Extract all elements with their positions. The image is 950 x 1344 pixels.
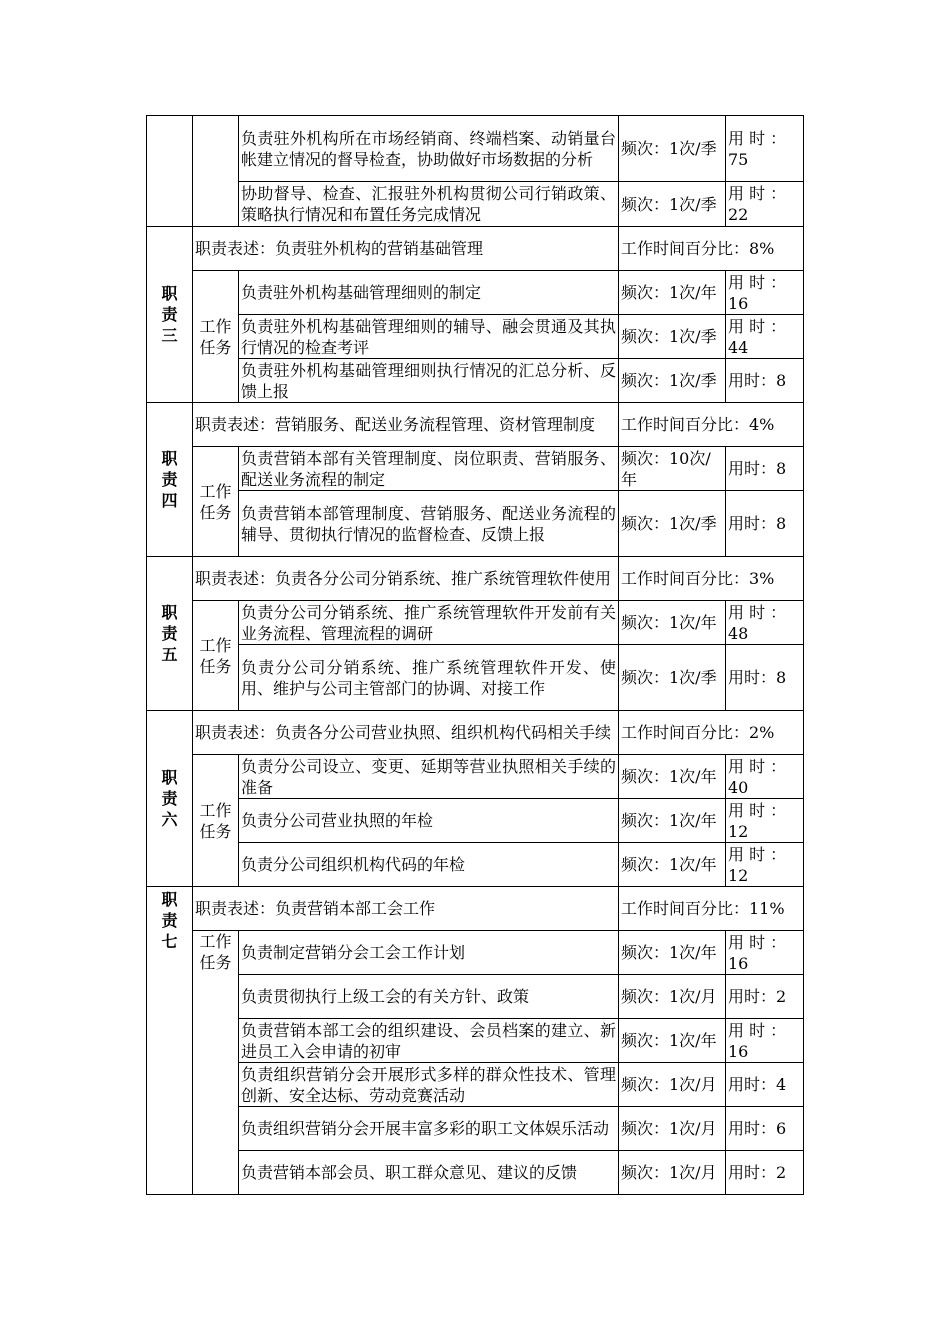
task-description: 负责驻外机构基础管理细则执行情况的汇总分析、反馈上报: [239, 359, 619, 403]
task-description: 负责分公司组织机构代码的年检: [239, 843, 619, 887]
duty-description-row: [147, 711, 804, 755]
section-label: 职 责 三: [147, 227, 193, 403]
task-row: [147, 447, 804, 491]
task-time: 用时：4: [726, 1063, 804, 1107]
section-label: 职 责 五: [147, 557, 193, 711]
task-frequency: 频次：1次/季: [619, 491, 726, 557]
task-time: 用 时 ：12: [726, 799, 804, 843]
task-row: [147, 491, 804, 557]
section-label: 职 责 六: [147, 711, 193, 887]
task-description: 负责驻外机构基础管理细则的辅导、融会贯通及其执行情况的检查考评: [239, 315, 619, 359]
task-frequency: 频次：1次/季: [619, 645, 726, 711]
task-description: 负责分公司设立、变更、延期等营业执照相关手续的准备: [239, 755, 619, 799]
task-description: 负责组织营销分会开展丰富多彩的职工文体娱乐活动: [239, 1107, 619, 1151]
task-description: 负责分公司营业执照的年检: [239, 799, 619, 843]
time-percentage: 工作时间百分比：3%: [619, 557, 804, 601]
task-frequency: 频次：1次/月: [619, 1107, 726, 1151]
task-time: 用 时 ：12: [726, 843, 804, 887]
task-row: [147, 799, 804, 843]
task-time: 用时：8: [726, 447, 804, 491]
task-row: [147, 359, 804, 403]
task-time: 用 时 ：75: [726, 116, 804, 182]
task-description: 负责组织营销分会开展形式多样的群众性技术、管理创新、安全达标、劳动竞赛活动: [239, 1063, 619, 1107]
task-frequency: 频次：1次/年: [619, 931, 726, 975]
task-description: 协助督导、检查、汇报驻外机构贯彻公司行销政策、策略执行情况和布置任务完成情况: [239, 182, 619, 227]
task-row: [147, 1063, 804, 1107]
time-percentage: 工作时间百分比：8%: [619, 227, 804, 271]
task-time: 用 时 ：48: [726, 601, 804, 645]
task-row: [147, 271, 804, 315]
section-label: 职 责 七: [147, 887, 193, 1195]
task-description: 负责营销本部工会的组织建设、会员档案的建立、新进员工入会申请的初审: [239, 1019, 619, 1063]
task-time: 用 时 ：40: [726, 755, 804, 799]
duty-description: 职责表述：负责各分公司分销系统、推广系统管理软件使用: [193, 557, 619, 601]
task-frequency: 频次：1次/季: [619, 116, 726, 182]
time-percentage: 工作时间百分比：4%: [619, 403, 804, 447]
task-row: [147, 601, 804, 645]
duty-description: 职责表述：负责驻外机构的营销基础管理: [193, 227, 619, 271]
duty-description: 职责表述：负责营销本部工会工作: [193, 887, 619, 931]
task-time: 用 时 ：16: [726, 931, 804, 975]
task-time: 用 时 ：16: [726, 1019, 804, 1063]
task-frequency: 频次：1次/月: [619, 975, 726, 1019]
section-label: 职 责 四: [147, 403, 193, 557]
task-time: 用时：8: [726, 645, 804, 711]
task-description: 负责营销本部会员、职工群众意见、建议的反馈: [239, 1151, 619, 1195]
task-time: 用时：8: [726, 359, 804, 403]
task-frequency: 频次：1次/月: [619, 1063, 726, 1107]
task-row: [147, 931, 804, 975]
task-row: [147, 1151, 804, 1195]
work-task-label: 工作 任务: [193, 447, 239, 557]
work-task-label: 工作 任务: [193, 931, 239, 1195]
time-percentage: 工作时间百分比：2%: [619, 711, 804, 755]
duty-description-row: [147, 403, 804, 447]
task-frequency: 频次：1次/年: [619, 271, 726, 315]
time-percentage: 工作时间百分比：11%: [619, 887, 804, 931]
task-row: [147, 315, 804, 359]
task-row: [147, 755, 804, 799]
task-description: 负责驻外机构基础管理细则的制定: [239, 271, 619, 315]
work-task-label: 工作 任务: [193, 271, 239, 403]
task-row: [147, 645, 804, 711]
task-description: 负责营销本部管理制度、营销服务、配送业务流程的辅导、贯彻执行情况的监督检查、反馈上报: [239, 491, 619, 557]
duty-description-row: [147, 557, 804, 601]
task-row: [147, 116, 804, 182]
task-time: 用时：2: [726, 975, 804, 1019]
task-frequency: 频次：1次/年: [619, 843, 726, 887]
task-row: [147, 843, 804, 887]
task-row: [147, 182, 804, 227]
section-label-cell: [147, 116, 193, 227]
duty-table: [146, 115, 804, 1195]
duty-description-row: [147, 887, 804, 931]
task-description: 负责贯彻执行上级工会的有关方针、政策: [239, 975, 619, 1019]
task-row: [147, 975, 804, 1019]
task-frequency: 频次：1次/年: [619, 601, 726, 645]
task-frequency: 频次：1次/年: [619, 799, 726, 843]
task-time: 用 时 ：16: [726, 271, 804, 315]
duty-description-row: [147, 227, 804, 271]
work-task-label: 工作 任务: [193, 601, 239, 711]
task-description: 负责分公司分销系统、推广系统管理软件开发、使用、维护与公司主管部门的协调、对接工作: [239, 645, 619, 711]
task-description: 负责分公司分销系统、推广系统管理软件开发前有关业务流程、管理流程的调研: [239, 601, 619, 645]
task-time: 用时：2: [726, 1151, 804, 1195]
task-time: 用时：8: [726, 491, 804, 557]
task-time: 用时：6: [726, 1107, 804, 1151]
task-frequency: 频次：1次/季: [619, 359, 726, 403]
task-frequency: 频次：1次/年: [619, 1019, 726, 1063]
task-description: 负责营销本部有关管理制度、岗位职责、营销服务、配送业务流程的制定: [239, 447, 619, 491]
task-time: 用 时 ：22: [726, 182, 804, 227]
duty-description: 职责表述：负责各分公司营业执照、组织机构代码相关手续: [193, 711, 619, 755]
task-row: [147, 1019, 804, 1063]
task-frequency: 频次：1次/季: [619, 315, 726, 359]
task-frequency: 频次：1次/年: [619, 755, 726, 799]
task-description: 负责驻外机构所在市场经销商、终端档案、动销量台帐建立情况的督导检查，协助做好市场数据的分析: [239, 116, 619, 182]
task-row: [147, 1107, 804, 1151]
task-frequency: 频次：10次/年: [619, 447, 726, 491]
task-description: 负责制定营销分会工会工作计划: [239, 931, 619, 975]
work-task-label: 工作 任务: [193, 755, 239, 887]
duty-description: 职责表述：营销服务、配送业务流程管理、资材管理制度: [193, 403, 619, 447]
task-frequency: 频次：1次/季: [619, 182, 726, 227]
work-task-label-cell: [193, 116, 239, 227]
task-frequency: 频次：1次/月: [619, 1151, 726, 1195]
task-time: 用 时 ：44: [726, 315, 804, 359]
